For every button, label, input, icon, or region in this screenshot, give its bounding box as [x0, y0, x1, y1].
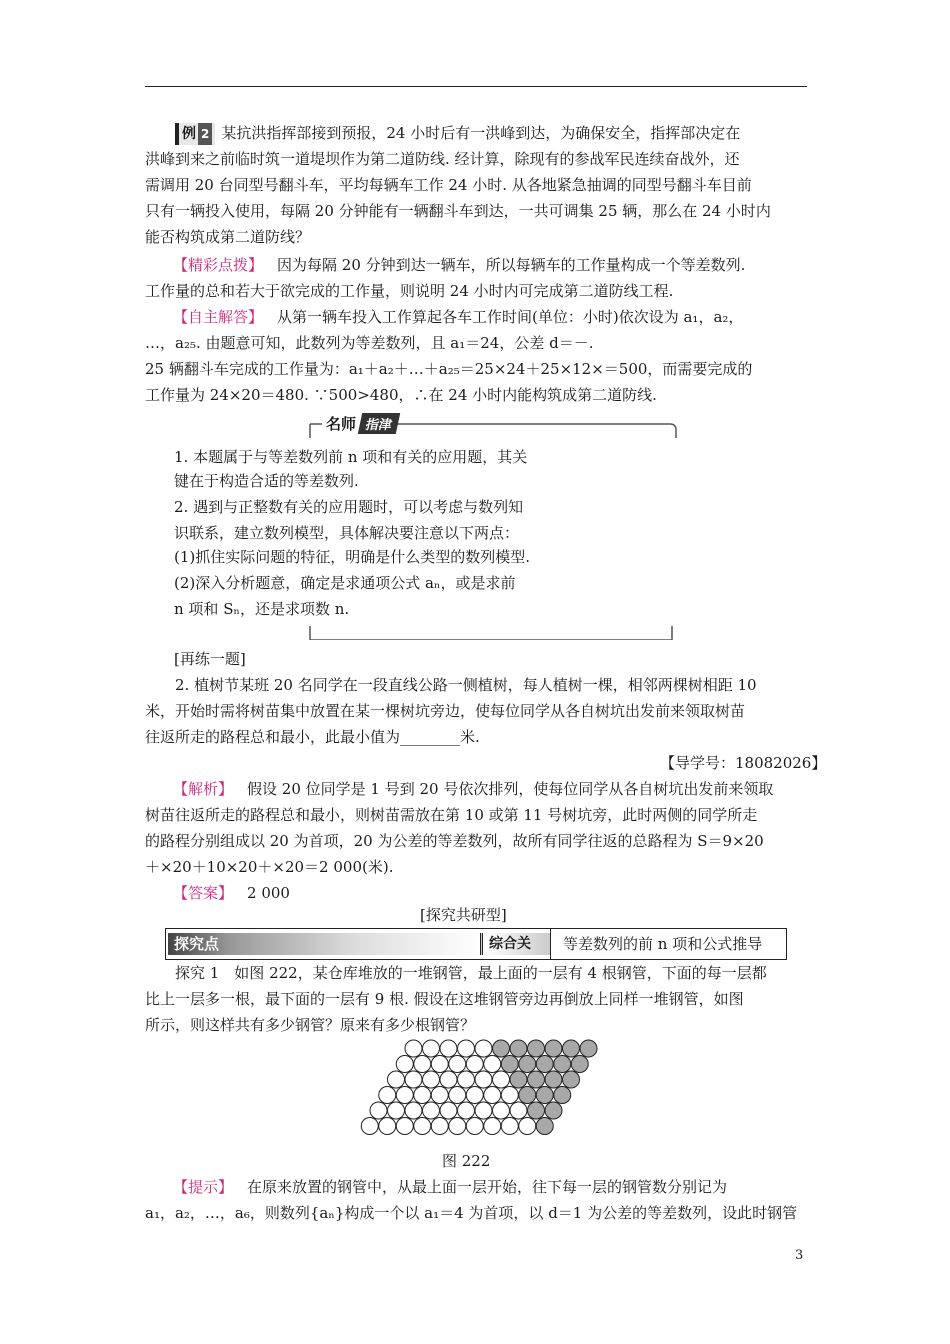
- pipe-original: [361, 1118, 378, 1135]
- pipe-original: [431, 1118, 448, 1135]
- pipe-original: [519, 1118, 536, 1135]
- pipe-original: [458, 1102, 475, 1119]
- guide-number: 【导学号：18082026】: [660, 754, 827, 772]
- practice-label: [再练一题]: [174, 650, 246, 668]
- example-line-3: 需调用 20 台同型号翻斗车，平均每辆车工作 24 小时. 从各地紧急抽调的同型号翻斗车目前: [145, 176, 752, 194]
- example-line-1: 例 2 某抗洪指挥部接到预报，24 小时后有一洪峰到达，为确保安全，指挥部决定在: [145, 122, 805, 145]
- page-number: 3: [795, 1248, 804, 1263]
- topic-bar: [165, 928, 787, 960]
- example-line-5: 能否构筑成第二道防线？: [145, 228, 311, 246]
- pipe-original: [440, 1071, 457, 1088]
- pipe-inverted: [571, 1056, 588, 1073]
- solution-line-2: …，a₂₅. 由题意可知，此数列为等差数列，且 a₁＝24，公差 d＝－.: [145, 334, 594, 352]
- solution-line-1: 【自主解答】 从第一辆车投入工作算起各车工作时间(单位：小时)依次设为 a₁，a₂，: [173, 308, 744, 326]
- pipe-original: [405, 1071, 422, 1088]
- section-label: [探究共研型]: [420, 906, 507, 924]
- tip-line-4: 识联系，建立数列模型，具体解决要注意以下两点：: [174, 524, 520, 542]
- pipe-inverted: [510, 1071, 527, 1088]
- pipe-inverted: [528, 1071, 545, 1088]
- header-rule: [145, 86, 807, 87]
- solution-line-4: 工作量为 24×20＝480. ∵500>480，∴在 24 小时内能构筑成第二道防线.: [145, 386, 657, 404]
- example-line-2: 洪峰到来之前临时筑一道堤坝作为第二道防线. 经计算，除现有的参战军民连续奋战外，还: [145, 150, 740, 168]
- pipe-original: [405, 1102, 422, 1119]
- explore-line-2: 比上一层多一根，最下面的一层有 9 根. 假设在这堆钢管旁边再倒放上同样一堆钢管，如图: [145, 990, 744, 1008]
- pipe-original: [423, 1102, 440, 1119]
- pipe-original: [466, 1087, 483, 1104]
- pipe-inverted: [545, 1040, 562, 1057]
- pipe-inverted: [554, 1087, 571, 1104]
- pipe-inverted: [545, 1071, 562, 1088]
- pipe-original: [414, 1087, 431, 1104]
- pipe-inverted: [519, 1087, 536, 1104]
- topic-bar-title: 等差数列的前 n 项和公式推导: [550, 929, 786, 959]
- highlight-line-1: 【精彩点拨】 因为每隔 20 分钟到达一辆车，所以每辆车的工作量构成一个等差数列.: [173, 256, 746, 274]
- pipe-original: [475, 1040, 492, 1057]
- tip-heading: 名师 指津: [322, 410, 398, 436]
- pipe-inverted: [519, 1056, 536, 1073]
- pipe-original: [449, 1118, 466, 1135]
- pipe-original: [466, 1056, 483, 1073]
- pipe-stack-figure: [355, 1038, 645, 1146]
- pipe-original: [501, 1087, 518, 1104]
- analysis-tag: 【解析】: [173, 780, 234, 798]
- highlight-tag: 【精彩点拨】: [173, 256, 264, 274]
- pipe-original: [379, 1118, 396, 1135]
- pipe-original: [440, 1040, 457, 1057]
- tip-line-2: 键在于构造合适的等差数列.: [174, 472, 359, 490]
- pipe-inverted: [563, 1040, 580, 1057]
- explore-line-1: 探究 1 如图 222，某仓库堆放的一堆钢管，最上面的一层有 4 根钢管，下面的每一层都: [175, 964, 767, 982]
- practice-line-1: 2. 植树节某班 20 名同学在一段直线公路一侧植树，每人植树一棵，相邻两棵树相距 10: [175, 676, 757, 694]
- example-line-4: 只有一辆投入使用，每隔 20 分钟能有一辆翻斗车到达，一共可调集 25 辆，那么在 24 小时内: [145, 202, 771, 220]
- pipe-original: [449, 1087, 466, 1104]
- pipe-original: [484, 1087, 501, 1104]
- pipe-original: [475, 1102, 492, 1119]
- pipe-inverted: [563, 1071, 580, 1088]
- pipe-original: [493, 1071, 510, 1088]
- pipe-original: [475, 1071, 492, 1088]
- pipe-original: [449, 1056, 466, 1073]
- pipe-original: [423, 1071, 440, 1088]
- tip-line-1: 1. 本题属于与等差数列前 n 项和有关的应用题，其关: [174, 448, 528, 466]
- pipe-inverted: [528, 1102, 545, 1119]
- pipe-original: [414, 1118, 431, 1135]
- answer-tag: 【答案】: [173, 884, 234, 902]
- pipe-original: [458, 1071, 475, 1088]
- answer-value: 2 000: [247, 884, 290, 902]
- solution-tag: 【自主解答】: [173, 308, 264, 326]
- pipe-original: [396, 1056, 413, 1073]
- pipe-original: [388, 1102, 405, 1119]
- pipe-original: [466, 1118, 483, 1135]
- pipe-original: [431, 1087, 448, 1104]
- pipe-original: [493, 1102, 510, 1119]
- answer-line: [145, 882, 805, 904]
- pipe-inverted: [536, 1056, 553, 1073]
- pipe-inverted: [493, 1040, 510, 1057]
- pipe-original: [440, 1102, 457, 1119]
- analysis-line-3: 的路程分别组成以 20 为首项，20 为公差的等差数列，故所有同学往返的总路程为 S＝9×20: [145, 832, 764, 850]
- figure-caption: 图 222: [442, 1152, 491, 1170]
- pipe-original: [484, 1118, 501, 1135]
- tip-line-6: (2)深入分析题意，确定是求通项公式 aₙ，或是求前: [174, 574, 516, 592]
- pipe-inverted: [528, 1040, 545, 1057]
- practice-line-2: 米，开始时需将树苗集中放置在某一棵树坑旁边，使每位同学从各自树坑出发前来领取树苗: [145, 702, 746, 720]
- tip-line-5: (1)抓住实际问题的特征，明确是什么类型的数列模型.: [174, 548, 531, 566]
- practice-line-3: 往返所走的路程总和最小，此最小值为________米.: [145, 728, 480, 746]
- pipe-original: [501, 1118, 518, 1135]
- pipe-inverted: [580, 1040, 597, 1057]
- tip-line-3: 2. 遇到与正整数有关的应用题时，可以考虑与数列知: [174, 498, 524, 516]
- pipe-original: [405, 1040, 422, 1057]
- pipe-inverted: [501, 1056, 518, 1073]
- pipe-original: [484, 1056, 501, 1073]
- topic-bar-mid: 综合关: [480, 933, 550, 955]
- hint-line-1: 【提示】 在原来放置的钢管中，从最上面一层开始，往下每一层的钢管数分别记为: [173, 1178, 728, 1196]
- pipe-inverted: [536, 1118, 553, 1135]
- pipe-original: [510, 1102, 527, 1119]
- pipe-original: [388, 1071, 405, 1088]
- pipe-original: [423, 1040, 440, 1057]
- pipe-original: [396, 1087, 413, 1104]
- analysis-line-1: 【解析】 假设 20 位同学是 1 号到 20 号依次排列，使每位同学从各自树坑出发前来领取: [173, 780, 774, 798]
- analysis-line-4: ＋×20＋10×20＋×20＝2 000(米).: [145, 858, 394, 876]
- pipe-inverted: [510, 1040, 527, 1057]
- solution-line-3: 25 辆翻斗车完成的工作量为：a₁＋a₂＋…＋a₂₅＝25×24＋25×12×＝500，而需要完成的: [145, 360, 753, 378]
- pipe-inverted: [536, 1087, 553, 1104]
- pipe-original: [379, 1087, 396, 1104]
- pipe-inverted: [545, 1102, 562, 1119]
- analysis-line-2: 树苗往返所走的路程总和最小，则树苗需放在第 10 或第 11 号树坑旁，此时两侧的同学所走: [145, 806, 758, 824]
- pipe-original: [431, 1056, 448, 1073]
- example-badge: 例 2: [175, 123, 215, 145]
- hint-tag: 【提示】: [173, 1178, 234, 1196]
- pipe-original: [458, 1040, 475, 1057]
- pipe-original: [370, 1102, 387, 1119]
- highlight-line-2: 工作量的总和若大于欲完成的工作量，则说明 24 小时内可完成第二道防线工程.: [145, 282, 674, 300]
- tip-line-7: n 项和 Sₙ，还是求项数 n.: [174, 600, 350, 618]
- explore-line-3: 所示，则这样共有多少钢管？原来有多少根钢管？: [145, 1016, 476, 1034]
- pipe-original: [414, 1056, 431, 1073]
- topic-bar-left: 探究点: [168, 933, 480, 955]
- hint-line-2: a₁，a₂，…，a₆，则数列{aₙ}构成一个以 a₁＝4 为首项，以 d＝1 为公差的等差数列，设此时钢管: [145, 1204, 798, 1222]
- pipe-inverted: [554, 1056, 571, 1073]
- pipe-original: [396, 1118, 413, 1135]
